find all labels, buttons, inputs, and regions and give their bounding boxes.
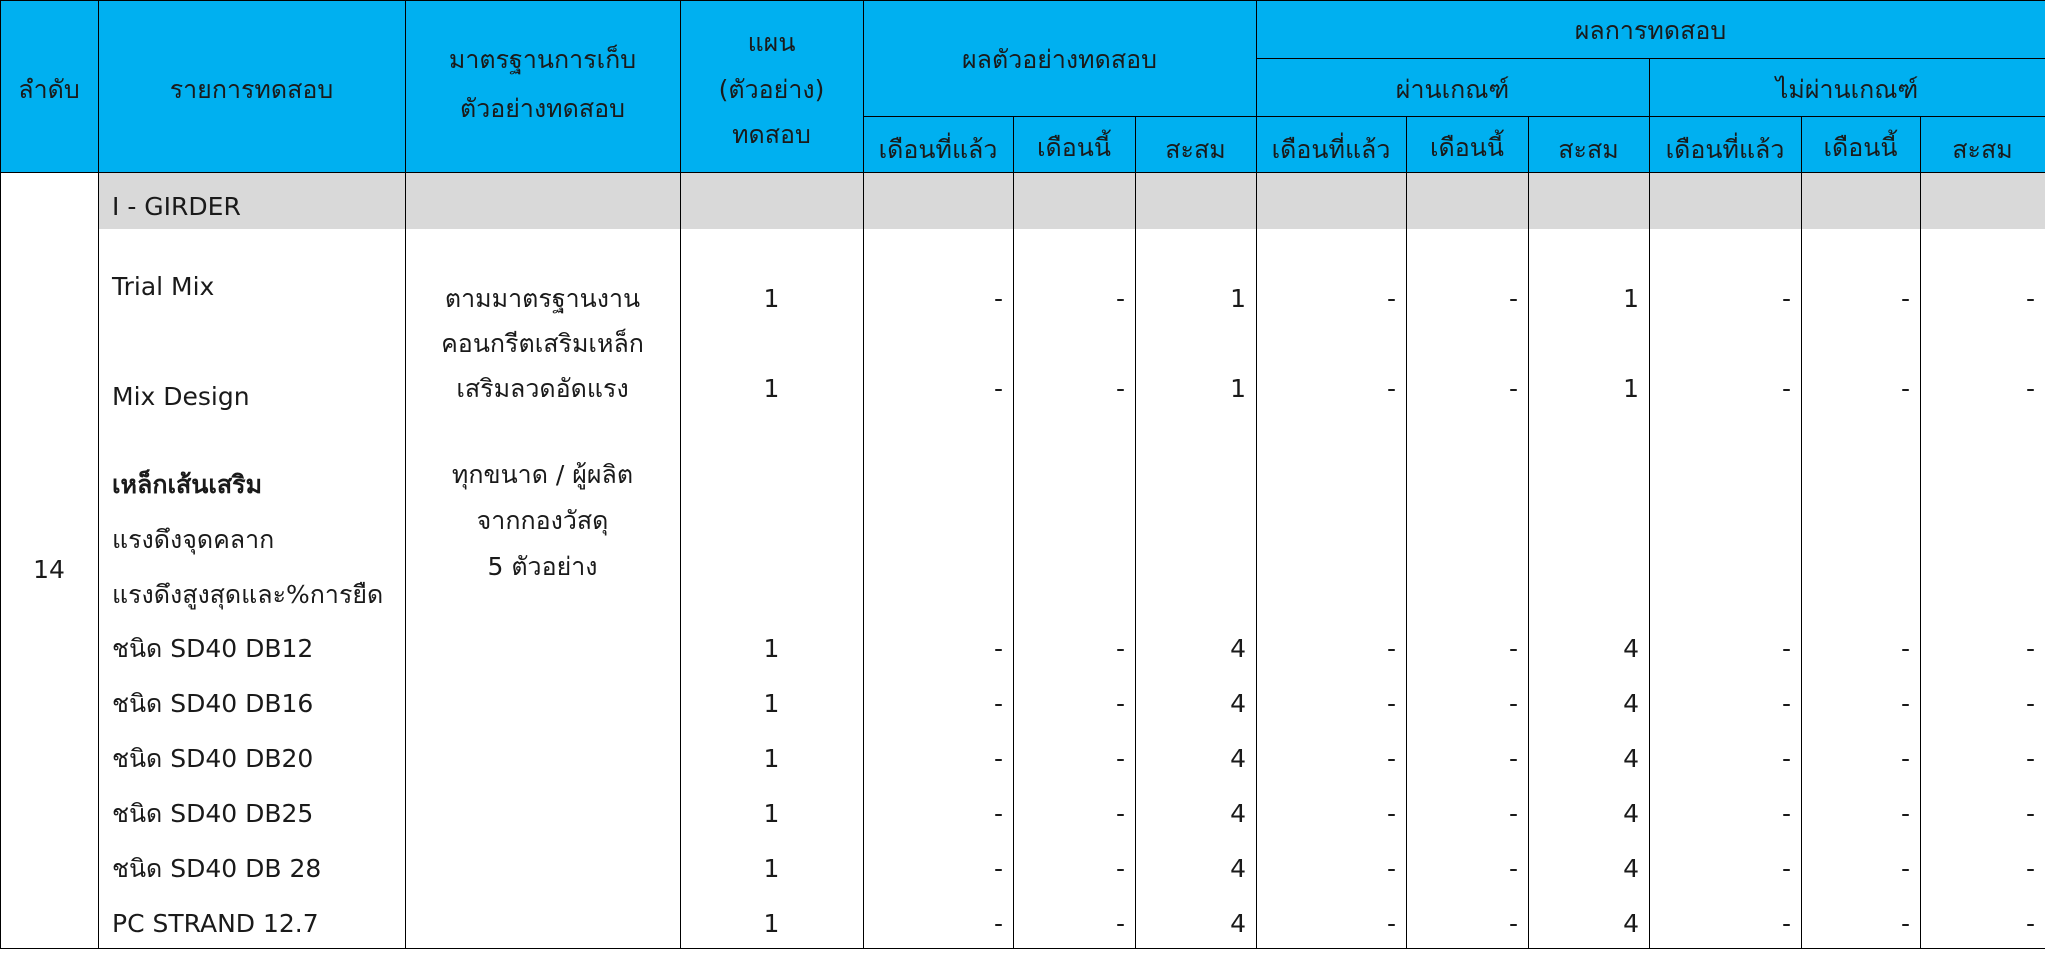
header-col-plan-line1: แผน — [747, 28, 796, 57]
fail-cum-cell: - — [2025, 854, 2035, 883]
fail-cum-cell: - — [2025, 634, 2035, 663]
plan-cell: 1 — [763, 909, 780, 938]
item-db20: ชนิด SD40 DB20 — [112, 744, 314, 773]
grid-line — [1649, 58, 1650, 949]
grid-line — [863, 0, 864, 949]
sample-cum-cell: 4 — [1230, 689, 1246, 718]
sample-this-cell: - — [1115, 284, 1125, 313]
grid-line — [1528, 116, 1529, 949]
grid-line — [680, 0, 681, 949]
pass-last-cell: - — [1386, 689, 1396, 718]
standard-steel-line2: จากกองวัสดุ — [476, 506, 609, 535]
sub-fail-this-month: เดือนนี้ — [1823, 133, 1898, 162]
fail-last-cell: - — [1781, 799, 1791, 828]
pass-this-cell: - — [1508, 374, 1518, 403]
fail-last-cell: - — [1781, 634, 1791, 663]
sub-fail-last-month: เดือนที่แล้ว — [1665, 135, 1785, 164]
grid-line — [1406, 116, 1407, 949]
pass-this-cell: - — [1508, 634, 1518, 663]
grid-line — [0, 172, 2045, 173]
grid-line — [1256, 58, 2045, 59]
pass-last-cell: - — [1386, 284, 1396, 313]
grid-line — [1135, 116, 1136, 949]
sub-pass-cumulative: สะสม — [1558, 135, 1619, 164]
grid-line — [863, 116, 2045, 117]
fail-last-cell: - — [1781, 909, 1791, 938]
sample-last-cell: - — [993, 689, 1003, 718]
plan-cell: 1 — [763, 284, 780, 313]
fail-this-cell: - — [1900, 909, 1910, 938]
standard-concrete-line1: ตามมาตรฐานงาน — [444, 284, 641, 313]
fail-this-cell: - — [1900, 799, 1910, 828]
sample-last-cell: - — [993, 634, 1003, 663]
item-mix-design: Mix Design — [112, 382, 250, 411]
grid-line — [1256, 0, 1257, 949]
standard-concrete-line3: เสริมลวดอัดแรง — [456, 374, 629, 403]
sample-this-cell: - — [1115, 374, 1125, 403]
item-trial-mix: Trial Mix — [112, 272, 215, 301]
steel-heading-line1: แรงดึงจุดคลาก — [112, 525, 275, 554]
pass-cum-cell: 1 — [1623, 374, 1639, 403]
pass-this-cell: - — [1508, 909, 1518, 938]
section-title: I - GIRDER — [112, 192, 241, 221]
sample-cum-cell: 4 — [1230, 634, 1246, 663]
section-row-background — [98, 173, 2045, 229]
grid-line — [1920, 116, 1921, 949]
section-number: 14 — [33, 555, 65, 584]
sub-sample-this-month: เดือนนี้ — [1037, 133, 1111, 162]
sample-cum-cell: 1 — [1230, 284, 1246, 313]
sample-this-cell: - — [1115, 854, 1125, 883]
header-col-standard-line2: ตัวอย่างทดสอบ — [459, 94, 626, 123]
header-col-plan-line3: ทดสอบ — [732, 120, 811, 149]
fail-this-cell: - — [1900, 634, 1910, 663]
fail-this-cell: - — [1900, 854, 1910, 883]
sub-sample-cumulative: สะสม — [1165, 135, 1226, 164]
grid-line — [0, 0, 2045, 1]
header-fail: ไม่ผ่านเกณฑ์ — [1775, 75, 1919, 104]
pass-cum-cell: 4 — [1623, 744, 1639, 773]
item-pc-strand: PC STRAND 12.7 — [112, 909, 319, 938]
plan-cell: 1 — [763, 689, 780, 718]
sample-last-cell: - — [993, 854, 1003, 883]
header-col-standard-line1: มาตรฐานการเก็บ — [448, 45, 637, 74]
grid-line — [0, 0, 1, 949]
header-test-results: ผลการทดสอบ — [1574, 16, 1727, 45]
grid-line — [1013, 116, 1014, 949]
fail-this-cell: - — [1900, 744, 1910, 773]
grid-line — [0, 948, 2045, 949]
sample-this-cell: - — [1115, 799, 1125, 828]
item-db25: ชนิด SD40 DB25 — [112, 799, 314, 828]
pass-last-cell: - — [1386, 634, 1396, 663]
pass-cum-cell: 4 — [1623, 909, 1639, 938]
fail-cum-cell: - — [2025, 799, 2035, 828]
fail-last-cell: - — [1781, 744, 1791, 773]
sample-this-cell: - — [1115, 634, 1125, 663]
sample-this-cell: - — [1115, 744, 1125, 773]
sample-this-cell: - — [1115, 909, 1125, 938]
sample-last-cell: - — [993, 799, 1003, 828]
sample-cum-cell: 4 — [1230, 744, 1246, 773]
plan-cell: 1 — [763, 854, 780, 883]
header-col-plan-line2: (ตัวอย่าง) — [718, 75, 825, 104]
steel-heading-title: เหล็กเส้นเสริม — [112, 470, 263, 499]
steel-heading-line2: แรงดึงสูงสุดและ%การยืด — [112, 580, 384, 609]
plan-cell: 1 — [763, 634, 780, 663]
item-db28: ชนิด SD40 DB 28 — [112, 854, 322, 883]
grid-line — [98, 0, 99, 949]
header-col-no: ลำดับ — [18, 75, 80, 104]
pass-this-cell: - — [1508, 744, 1518, 773]
sample-cum-cell: 4 — [1230, 909, 1246, 938]
sample-last-cell: - — [993, 284, 1003, 313]
fail-this-cell: - — [1900, 284, 1910, 313]
pass-last-cell: - — [1386, 744, 1396, 773]
plan-cell: 1 — [763, 799, 780, 828]
item-db12: ชนิด SD40 DB12 — [112, 634, 314, 663]
pass-last-cell: - — [1386, 854, 1396, 883]
pass-cum-cell: 4 — [1623, 854, 1639, 883]
pass-last-cell: - — [1386, 799, 1396, 828]
pass-this-cell: - — [1508, 284, 1518, 313]
sample-last-cell: - — [993, 909, 1003, 938]
pass-this-cell: - — [1508, 689, 1518, 718]
pass-cum-cell: 4 — [1623, 799, 1639, 828]
header-col-item: รายการทดสอบ — [169, 75, 334, 104]
fail-this-cell: - — [1900, 689, 1910, 718]
standard-concrete-line2: คอนกรีตเสริมเหล็ก — [441, 329, 644, 358]
pass-cum-cell: 4 — [1623, 634, 1639, 663]
pass-cum-cell: 1 — [1623, 284, 1639, 313]
item-db16: ชนิด SD40 DB16 — [112, 689, 314, 718]
fail-cum-cell: - — [2025, 744, 2035, 773]
fail-last-cell: - — [1781, 689, 1791, 718]
pass-last-cell: - — [1386, 374, 1396, 403]
pass-this-cell: - — [1508, 854, 1518, 883]
sub-pass-this-month: เดือนนี้ — [1430, 133, 1504, 162]
sample-last-cell: - — [993, 744, 1003, 773]
header-pass: ผ่านเกณฑ์ — [1395, 75, 1510, 104]
plan-cell: 1 — [763, 744, 780, 773]
standard-steel-line1: ทุกขนาด / ผู้ผลิต — [451, 460, 634, 489]
sample-cum-cell: 4 — [1230, 799, 1246, 828]
fail-last-cell: - — [1781, 374, 1791, 403]
fail-cum-cell: - — [2025, 284, 2035, 313]
sub-sample-last-month: เดือนที่แล้ว — [878, 135, 998, 164]
plan-cell: 1 — [763, 374, 780, 403]
standard-steel-line3: 5 ตัวอย่าง — [487, 552, 598, 581]
fail-cum-cell: - — [2025, 689, 2035, 718]
sample-cum-cell: 1 — [1230, 374, 1246, 403]
sub-fail-cumulative: สะสม — [1952, 135, 2013, 164]
grid-line — [405, 0, 406, 949]
sample-this-cell: - — [1115, 689, 1125, 718]
header-sample-results: ผลตัวอย่างทดสอบ — [961, 45, 1157, 74]
grid-line — [1801, 116, 1802, 949]
sub-pass-last-month: เดือนที่แล้ว — [1271, 135, 1391, 164]
sample-cum-cell: 4 — [1230, 854, 1246, 883]
pass-cum-cell: 4 — [1623, 689, 1639, 718]
fail-cum-cell: - — [2025, 909, 2035, 938]
fail-this-cell: - — [1900, 374, 1910, 403]
fail-last-cell: - — [1781, 284, 1791, 313]
pass-last-cell: - — [1386, 909, 1396, 938]
fail-last-cell: - — [1781, 854, 1791, 883]
fail-cum-cell: - — [2025, 374, 2035, 403]
sample-last-cell: - — [993, 374, 1003, 403]
pass-this-cell: - — [1508, 799, 1518, 828]
